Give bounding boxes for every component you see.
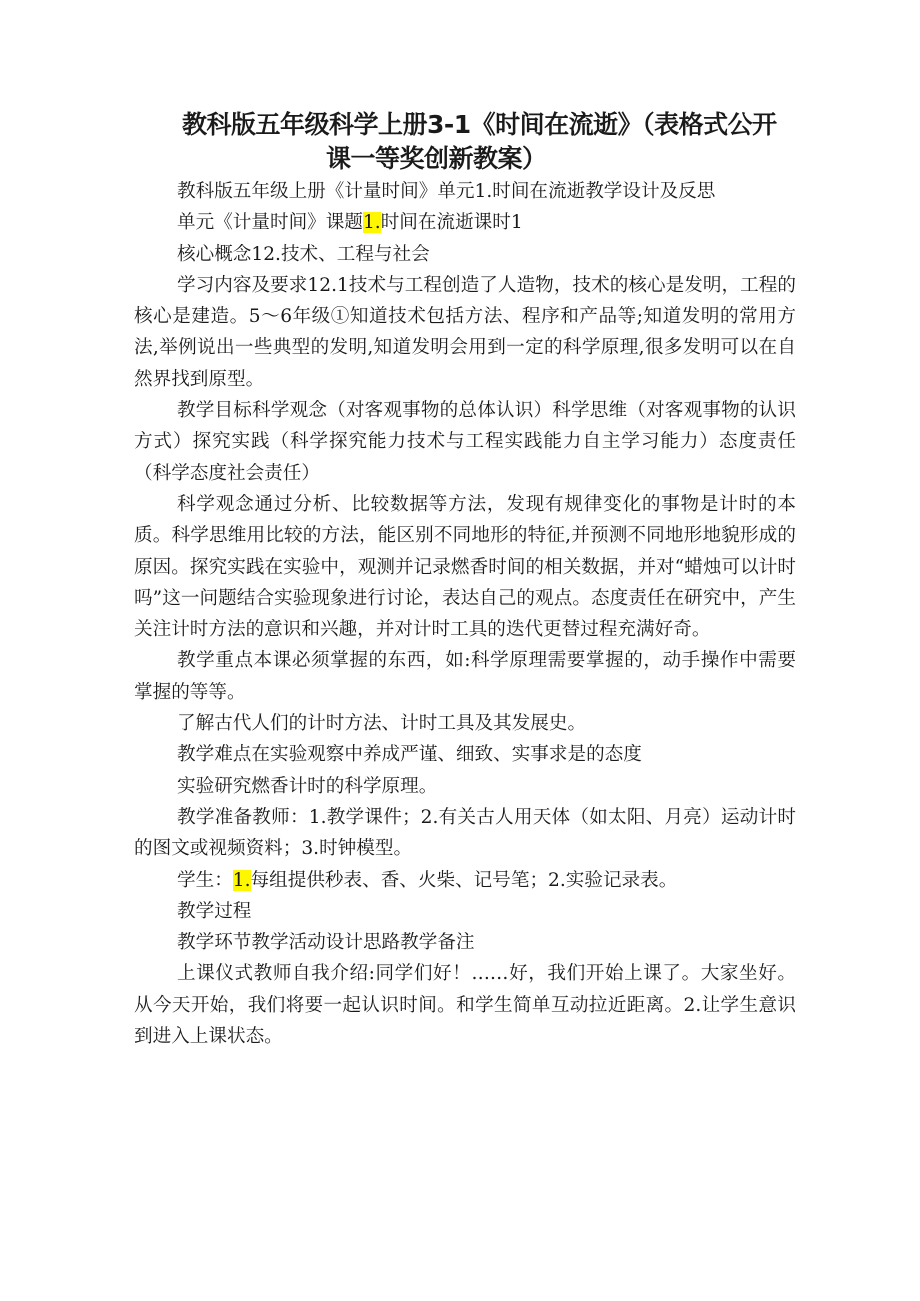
paragraph-key-points: 教学重点本课必须掌握的东西，如:科学原理需要掌握的，动手操作中需要掌握的等等。 xyxy=(134,650,796,703)
student-prep-text: 每组提供秒表、香、火柴、记号笔；2.实验记录表。 xyxy=(250,869,678,891)
paragraph-opening-ceremony: 上课仪式教师自我介绍:同学们好！……好，我们开始上课了。大家坐好。从今天开始，我们将要一起认识时间。和学生简单互动拉近距离。2.让学生意识到进入上课状态。 xyxy=(134,963,796,1048)
title-line-2: 课一等奖创新教案） xyxy=(326,144,547,173)
paragraph-table-header: 教学环节教学活动设计思路教学备注 xyxy=(177,932,475,954)
paragraph-learning-requirements: 学习内容及要求12.1技术与工程创造了人造物，技术的核心是发明，工程的核心是建造。5～6年级①知道技术包括方法、程序和产品等;知道发明的常用方法,举例说出一些典型的发明,知道发明会用到一定的科学原理,很多发明可以在自然界找到原型。 xyxy=(134,274,796,390)
paragraph-core-concept: 核心概念12.技术、工程与社会 xyxy=(177,243,430,265)
paragraph-teaching-goals: 教学目标科学观念（对客观事物的总体认识）科学思维（对客观事物的认识方式）探究实践（科学探究能力技术与工程实践能力自主学习能力）态度责任（科学态度社会责任） xyxy=(134,400,796,484)
paragraph-student-preparation xyxy=(134,865,796,896)
paragraph-lesson-info xyxy=(134,207,796,238)
title-line-1: 教科版五年级科学上册3-1《时间在流逝》（表格式公开 xyxy=(182,110,777,139)
lesson-info-text: 单元《计量时间》课题 xyxy=(177,212,363,234)
paragraph-difficulties: 教学难点在实验观察中养成严谨、细致、实事求是的态度 xyxy=(177,744,642,766)
paragraph-science-concepts: 科学观念通过分析、比较数据等方法，发现有规律变化的事物是计时的本质。科学思维用比较的方法，能区别不同地形的特征,并预测不同地形地貌形成的原因。探究实践在实验中，观测并记录燃香时间的相关数据，并对“蜡烛可以计时吗”这一问题结合实验现象进行讨论，表达自己的观点。态度责任在研究中，产生关注计时方法的意识和兴趣，并对计时工具的迭代更替过程充满好奇。 xyxy=(134,493,796,641)
lesson-info-rest: 时间在流逝课时1 xyxy=(380,212,523,234)
paragraph-key-content: 了解古代人们的计时方法、计时工具及其发展史。 xyxy=(177,713,587,735)
paragraph-experiment: 实验研究燃香计时的科学原理。 xyxy=(177,775,438,797)
paragraph-teaching-process: 教学过程 xyxy=(177,900,252,922)
paragraph-teacher-preparation: 教学准备教师：1.教学课件；2.有关古人用天体（如太阳、月亮）运动计时的图文或视频资料；3.时钟模型。 xyxy=(134,806,796,860)
paragraph-unit-intro: 教科版五年级上册《计量时间》单元1.时间在流逝教学设计及反思 xyxy=(177,181,716,202)
highlighted-number: 1. xyxy=(232,869,251,891)
document-body xyxy=(134,176,796,1052)
document-title xyxy=(170,108,830,176)
student-prep-label: 学生： xyxy=(177,869,233,891)
highlighted-number: 1. xyxy=(362,212,381,234)
